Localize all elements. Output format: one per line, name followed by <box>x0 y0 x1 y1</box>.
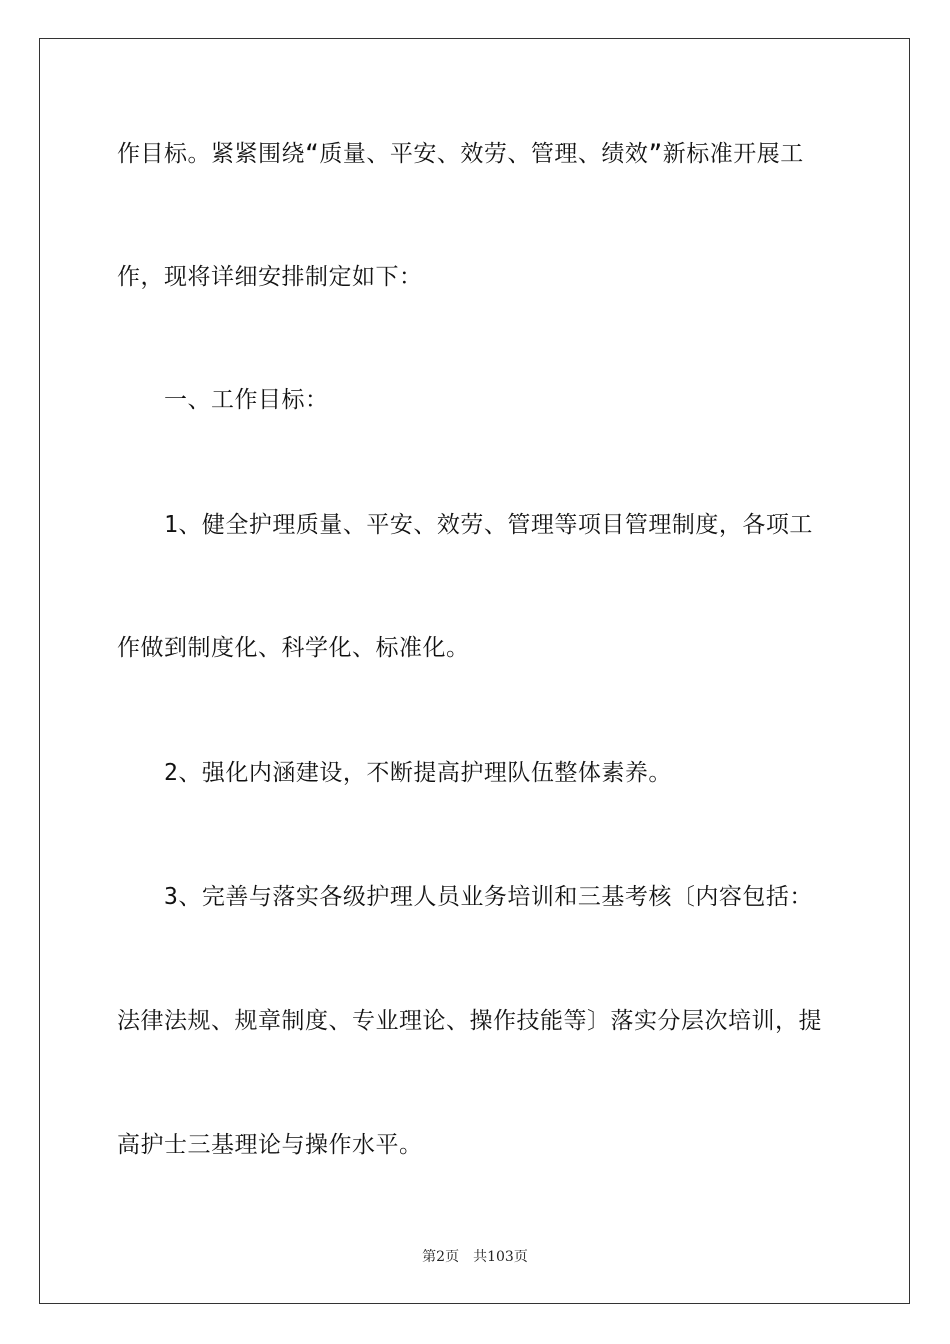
page-frame <box>39 38 910 1304</box>
body-line-item-1: 1、健全护理质量、平安、效劳、管理等项目管理制度，各项工 <box>164 512 813 538</box>
body-line-1: 作目标。紧紧围绕“质量、平安、效劳、管理、绩效”新标准开展工 <box>117 141 804 167</box>
section-heading: 一、工作目标： <box>164 387 329 413</box>
body-line-2: 作，现将详细安排制定如下： <box>117 264 423 290</box>
body-line-item-2: 2、强化内涵建设，不断提高护理队伍整体素养。 <box>164 760 672 786</box>
body-line-item-3-cont-2: 高护士三基理论与操作水平。 <box>117 1132 423 1158</box>
page-total: 共103页 <box>473 1249 528 1265</box>
page-number: 第2页 <box>422 1249 460 1265</box>
body-line-item-3: 3、完善与落实各级护理人员业务培训和三基考核〔内容包括： <box>164 884 813 910</box>
page-footer <box>0 1248 950 1266</box>
body-line-item-1-cont: 作做到制度化、科学化、标准化。 <box>117 635 470 661</box>
body-line-item-3-cont-1: 法律法规、规章制度、专业理论、操作技能等〕落实分层次培训，提 <box>117 1008 822 1034</box>
